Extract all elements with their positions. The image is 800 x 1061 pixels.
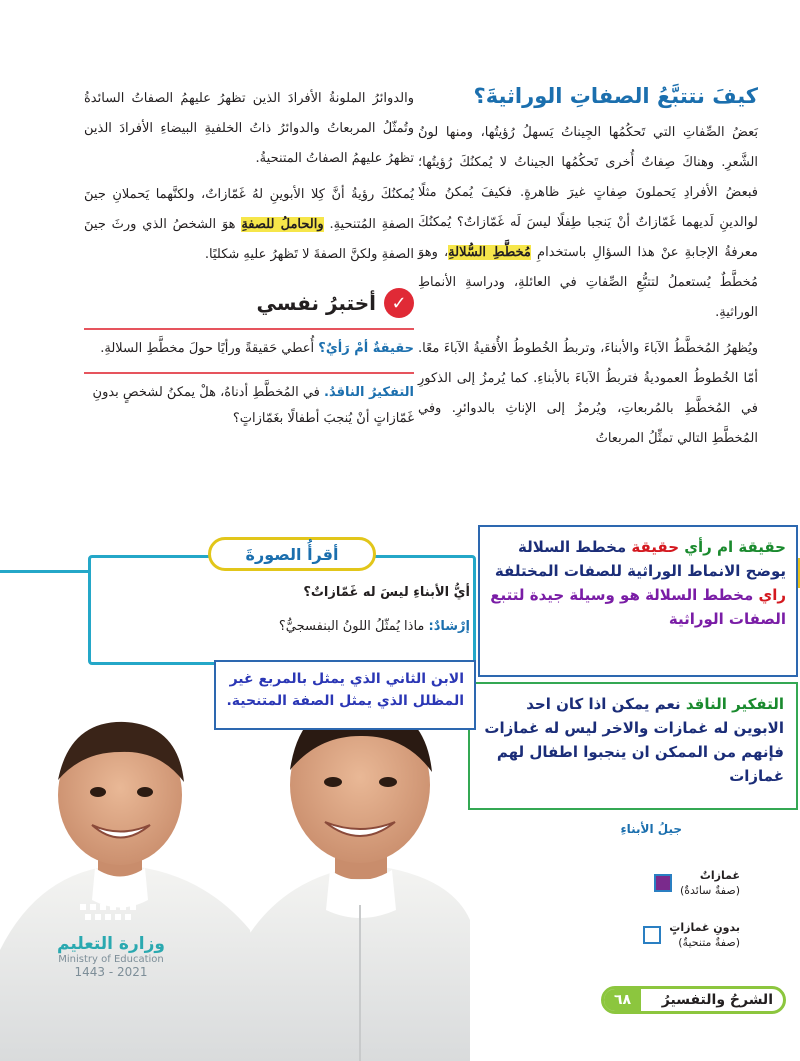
answer-fact-word: حقيقة [631, 538, 680, 556]
answer-fact-label: حقيقة ام رأي [684, 538, 786, 556]
legend-dominant-swatch [654, 874, 672, 892]
legend-recessive-text [669, 920, 740, 950]
answer-critical-label: التفكير الناقد [685, 695, 784, 713]
paragraph-chart-explained: ويُظهرُ المُخطَّطُ الآباءَ والأبناءَ، وتربطُ الخُطوطُ الأُفقيةُ الآباءَ معًا. أمّا الخُطوطُ العموديةُ فتربطُ الآباءَ بالأبناءِ. كما يُرمزُ إلى الذكورِ في المُخطَّطِ بالمُربعاتِ، ويُرمزُ إلى الإناثِ بالدوائرِ. وفي المُخطَّطِ التالي تمثِّلُ المربعاتُ [418, 341, 758, 446]
paragraph-traits-b: ، وهوَ مُخطَّطٌ يُستعملُ لتتبُّعِ الصِّفاتِ في العائلةِ، ودراسةِ الأنماطِ الوراثيةِ. [418, 245, 758, 320]
quiz-header [84, 288, 414, 318]
right-column [418, 84, 758, 454]
quiz-question-fact-opinion [84, 328, 414, 372]
ministry-name-ar: وزارة التعليم [57, 934, 165, 954]
paragraph-carrier [84, 180, 414, 270]
legend-recessive-sub: (صفةٌ متنحيةٌ) [678, 936, 740, 949]
pedigree-generation-caption: جيلُ الأبناءِ [620, 822, 682, 836]
read-picture-tab: أقرأُ الصورةَ [208, 537, 376, 571]
left-column [84, 84, 414, 442]
highlight-pedigree-term: مُخطَّطِ السُّلالةِ [448, 245, 531, 260]
ministry-name-en: Ministry of Education [58, 954, 164, 965]
paragraph-traits-a: بَعضُ الصِّفاتِ التي تَحكُمُها الجِيناتُ يَسهلُ رُؤيتُها، ومنها لونُ الشَّعرِ. وهناكَ صِفاتٌ أُخرى تَحكُمُها الجيناتُ لا يُمكنُكَ رُؤيتُها؛ فبعضُ الأفرادِ يَحملونَ صِفاتٍ غيرَ ظاهرةٍ. فكيفَ يُمكنُ مثلًا لوالدينِ لَديهما غَمّازاتٌ أنْ يَنجبا طِفلًا ليسَ لَه غَمّازاتٌ؟ يُمكنُكَ معرفةُ الإجابةِ عنْ هذا السؤالِ باستخدامِ [418, 125, 758, 260]
footer-section-label: الشرحُ والتفسيرُ [661, 992, 773, 1008]
legend-recessive-title: بدونِ غمازاتٍ [669, 921, 740, 934]
answer-critical-thinking [468, 682, 798, 810]
answer-read-picture: الابن الثاني الذي يمثل بالمربع غير المظلل الذي يمثل الصفة المتنحية. [214, 660, 476, 730]
read-picture-question: أيُّ الأبناءِ ليسَ له غَمّازاتٌ؟ [303, 585, 470, 600]
ministry-logo [46, 900, 176, 979]
legend-dominant-sub: (صفةٌ سائدةٌ) [679, 884, 740, 897]
quiz-q1-label: حقيقةٌ أمْ رَأيٌ؟ [318, 341, 414, 356]
legend-recessive-swatch [643, 926, 661, 944]
checkmark-icon: ✓ [384, 288, 414, 318]
answer-critical-text: نعم يمكن اذا كان احد الابوين له غمازات والاخر ليس له غمازات فإنهم من الممكن ان ينجبوا اطفال لهم غمازات [484, 695, 784, 785]
read-picture-box [88, 555, 476, 665]
quiz-question-critical [84, 372, 414, 442]
legend-dominant-title: غمازاتٌ [699, 869, 740, 882]
quiz-q2-label: التفكيرُ الناقدُ. [324, 385, 414, 400]
quiz-q2-text: في المُخطَّطِ أدناهُ، هلْ يمكنُ لشخصٍ بدونِ غَمّازاتٍ أنْ يُنجبَ أطفالًا بغَمّازاتٍ؟ [92, 385, 414, 426]
answer-opinion-text: مخطط السلالة هو وسيلة جيدة لتتبع الصفات الوراثية [490, 586, 786, 628]
paragraph-symbols: والدوائرُ الملونةُ الأفرادَ الذين تظهرُ عليهمُ الصفاتُ السائدةُ وتُمثّلُ المربعاتُ والدوائرُ ذاتُ الخلفيةِ البيضاءِ الأفرادَ الذين تظهرُ عليهمُ الصفاتُ المتنحيةُ. [84, 91, 414, 166]
section-title: كيفَ نتتبَّعُ الصفاتِ الوراثيةَ؟ [473, 84, 758, 108]
answer-fact-opinion [478, 525, 798, 677]
legend-dominant [654, 868, 740, 898]
paragraph-traits [418, 118, 758, 328]
read-picture-connector [0, 570, 92, 573]
answer-opinion-word: راي [758, 586, 786, 604]
hint-label: إرْشادٌ: [428, 619, 470, 634]
paragraph-carrier-b: هوَ الشخصُ الذي ورثَ جينَ الصفةِ ولكنَّ الصفةَ لا تَظهرُ عليهِ شكليًا. [84, 217, 414, 262]
quiz-q1-text: أُعطي حَقيقةً ورأيًا حولَ مخطَّطِ السلالةِ. [100, 341, 315, 356]
page-footer [601, 986, 786, 1014]
paragraph-carrier-a: يُمكنُكَ رؤيةُ أنَّ كِلا الأبوينِ لهُ غَمّازاتٌ، ولكنَّهما يَحملانِ جينَ الصفةِ المُتنحيةِ. [84, 187, 415, 232]
legend-dominant-text [680, 868, 740, 898]
hint-text: ماذا يُمثّلُ اللونُ البنفسجيُّ؟ [278, 619, 425, 634]
children-photo [0, 700, 470, 1061]
ministry-year: 2021 - 1443 [74, 965, 148, 979]
quiz-title: أختبرُ نفسي [256, 291, 376, 315]
children-illustration [0, 700, 470, 1061]
ministry-emblem-icon [76, 900, 146, 924]
legend-recessive [643, 920, 740, 950]
read-picture-hint [279, 619, 470, 634]
answer-fact-text: مخطط السلالة يوضح الانماط الوراثية للصفات المختلفة [494, 538, 786, 580]
highlight-carrier-term: والحاملُ للصفةِ [241, 217, 324, 232]
page-number: ٦٨ [604, 989, 641, 1011]
